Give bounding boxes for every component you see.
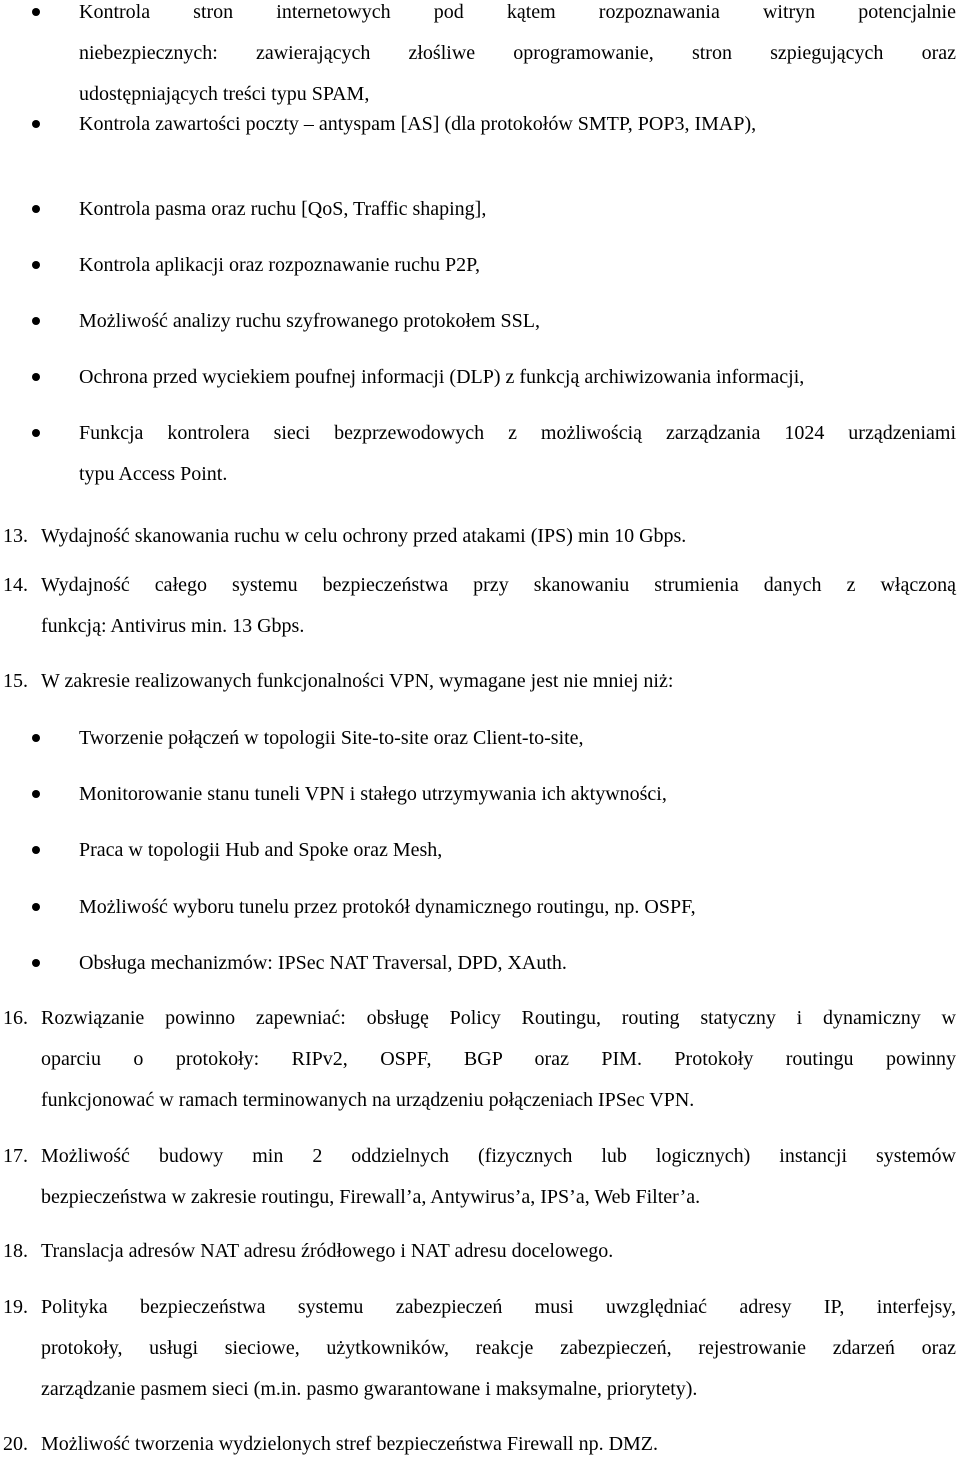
bullet-text: Funkcja kontrolera sieci bezprzewodowych z możliwością zarządzania 1024 urządzeniami typu Access Point. — [79, 422, 956, 485]
bullet-icon — [32, 317, 40, 325]
bullet-icon — [32, 959, 40, 967]
bullet-icon — [32, 429, 40, 437]
item-number: 16. — [3, 1007, 28, 1029]
bullet-icon — [32, 734, 40, 742]
item-text: Wydajność całego systemu bezpieczeństwa przy skanowaniu strumienia danych z włączoną funkcją: Antivirus min. 13 Gbps. — [41, 574, 956, 637]
item-text: Polityka bezpieczeństwa systemu zabezpieczeń musi uwzględniać adresy IP, interfejsy, protokoły, usługi sieciowe, użytkowników, reakcje zabezpieczeń, rejestrowanie zdarzeń oraz zarządzanie pasmem sieci (m.in. pasmo gwarantowane i maksymalne, priorytety). — [41, 1296, 956, 1400]
item-text: Możliwość tworzenia wydzielonych stref bezpieczeństwa Firewall np. DMZ. — [41, 1433, 659, 1455]
item-text: Rozwiązanie powinno zapewniać: obsługę Policy Routingu, routing statyczny i dynamiczny w oparciu o protokoły: RIPv2, OSPF, BGP oraz PIM. Protokoły routingu powinny funkcjonować w ramach terminowanych na urządzeniu połączeniach IPSec VPN. — [41, 1007, 956, 1111]
item-number: 14. — [3, 574, 28, 596]
item-number: 20. — [3, 1433, 28, 1455]
bullet-icon — [32, 903, 40, 911]
bullet-text: Ochrona przed wyciekiem poufnej informacji (DLP) z funkcją archiwizowania informacji, — [79, 366, 805, 388]
item-number: 19. — [3, 1296, 28, 1318]
item-text: W zakresie realizowanych funkcjonalności VPN, wymagane jest nie mniej niż: — [41, 670, 674, 692]
item-number: 18. — [3, 1240, 28, 1262]
bullet-icon — [32, 261, 40, 269]
item-text: Możliwość budowy min 2 oddzielnych (fizycznych lub logicznych) instancji systemów bezpieczeństwa w zakresie routingu, Firewall’a, Antywirus’a, IPS’a, Web Filter’a. — [41, 1145, 956, 1208]
bullet-icon — [32, 205, 40, 213]
bullet-text: Kontrola aplikacji oraz rozpoznawanie ruchu P2P, — [79, 254, 480, 276]
item-text: Translacja adresów NAT adresu źródłowego i NAT adresu docelowego. — [41, 1240, 614, 1262]
bullet-icon — [32, 790, 40, 798]
bullet-text: Praca w topologii Hub and Spoke oraz Mesh, — [79, 839, 443, 861]
bullet-icon — [32, 846, 40, 854]
bullet-text: Monitorowanie stanu tuneli VPN i stałego utrzymywania ich aktywności, — [79, 783, 667, 805]
item-number: 17. — [3, 1145, 28, 1167]
bullet-text: Obsługa mechanizmów: IPSec NAT Traversal, DPD, XAuth. — [79, 952, 567, 974]
item-text: Wydajność skanowania ruchu w celu ochrony przed atakami (IPS) min 10 Gbps. — [41, 525, 687, 547]
bullet-icon — [32, 120, 40, 128]
bullet-text: Możliwość analizy ruchu szyfrowanego protokołem SSL, — [79, 310, 541, 332]
item-number: 15. — [3, 670, 28, 692]
bullet-text: Możliwość wyboru tunelu przez protokół dynamicznego routingu, np. OSPF, — [79, 896, 696, 918]
item-number: 13. — [3, 525, 28, 547]
bullet-text: Kontrola stron internetowych pod kątem rozpoznawania witryn potencjalnie niebezpiecznych: zawierających złośliwe oprogramowanie, stron szpiegujących oraz udostępniających treści typu SPAM, — [79, 1, 956, 105]
bullet-icon — [32, 8, 40, 16]
bullet-text: Kontrola zawartości poczty – antyspam [AS] (dla protokołów SMTP, POP3, IMAP), — [79, 113, 757, 135]
bullet-text: Kontrola pasma oraz ruchu [QoS, Traffic shaping], — [79, 198, 487, 220]
bullet-text: Tworzenie połączeń w topologii Site-to-site oraz Client-to-site, — [79, 727, 584, 749]
bullet-icon — [32, 373, 40, 381]
